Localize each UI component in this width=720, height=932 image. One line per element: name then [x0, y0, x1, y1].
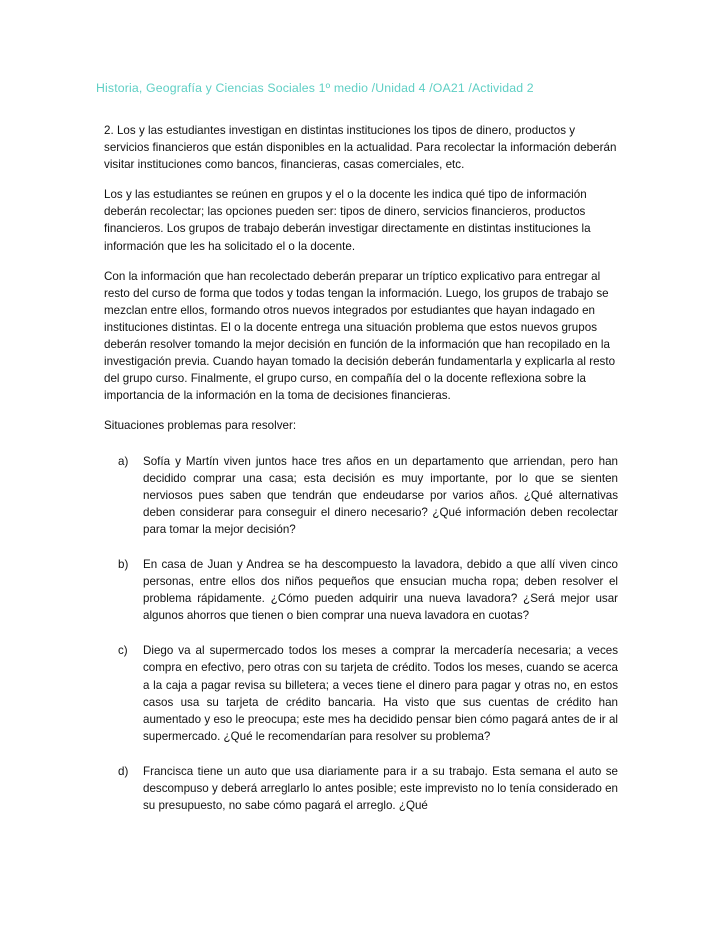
paragraph-group-work: Los y las estudiantes se reúnen en grupos y el o la docente les indica qué tipo de información deberán recolectar; las opciones pueden ser: tipos de dinero, servicios financieros, productos financieros. Los grupos de trabajo deberán investigar directamente en distintas instituciones la información que les ha solicitado el o la docente. — [104, 188, 591, 253]
list-item-text: Francisca tiene un auto que usa diariamente para ir a su trabajo. Esta semana el auto se descompuso y deberá arreglarlo lo antes posible; este imprevisto no lo tenía considerado en su presupuesto, no sabe cómo pagará el arreglo. ¿Qué — [143, 764, 618, 813]
list-item — [104, 556, 618, 624]
list-item — [104, 763, 618, 814]
problem-situations-list — [104, 453, 618, 815]
document-breadcrumb-header: Historia, Geografía y Ciencias Sociales 1º medio /Unidad 4 /OA21 /Actividad 2 — [96, 81, 534, 95]
list-item — [104, 453, 618, 538]
paragraph-activity-intro: 2. Los y las estudiantes investigan en distintas instituciones los tipos de dinero, productos y servicios financieros que están disponibles en la actualidad. Para recolectar la información deberán visitar instituciones como bancos, financieras, casas comerciales, etc. — [104, 124, 617, 172]
problems-lead-in: Situaciones problemas para resolver: — [104, 419, 297, 433]
list-item-text: En casa de Juan y Andrea se ha descompuesto la lavadora, debido a que allí viven cinco personas, entre ellos dos niños pequeños que ensucian mucha ropa; deben resolver el problema rápidamente. ¿Cómo pueden adquirir una nueva lavadora? ¿Será mejor usar algunos ahorros que tienen o bien comprar una nueva lavadora en cuotas? — [143, 557, 618, 623]
list-item-marker: b) — [118, 557, 129, 571]
list-item-marker: c) — [118, 644, 128, 658]
list-item-marker: d) — [118, 764, 129, 778]
document-body — [104, 122, 618, 814]
list-item-text: Diego va al supermercado todos los meses a comprar la mercadería necesaria; a veces compra en efectivo, pero otras con su tarjeta de crédito. Todos los meses, cuando se acerca a la caja a pagar revisa su billetera; a veces tiene el dinero para pagar y otras no, en estos casos usa su tarjeta de crédito bancaria. Ha visto que sus cuentas de crédito han aumentado y eso le preocupa; este mes ha decidido pensar bien cómo pagará antes de ir al supermercado. ¿Qué le recomendarían para resolver su problema? — [143, 644, 618, 743]
paragraph-triptico-reflection: Con la información que han recolectado deberán preparar un tríptico explicativo para entregar al resto del curso de forma que todos y todas tengan la información. Luego, los grupos de trabajo se mezclan entre ellos, formando otros nuevos integrados por estudiantes que hayan indagado en instituciones distintas. El o la docente entrega una situación problema que estos nuevos grupos deberán resolver tomando la mejor decisión en función de la información que han recopilado en la investigación previa. Cuando hayan tomado la decisión deberán fundamentarla y explicarla al resto del grupo curso. Finalmente, el grupo curso, en compañía del o la docente reflexiona sobre la importancia de la información en la toma de decisiones financieras. — [104, 269, 616, 403]
list-item-marker: a) — [118, 454, 129, 468]
list-item-text: Sofía y Martín viven juntos hace tres años en un departamento que arriendan, pero han decidido comprar una casa; esta decisión es muy importante, por lo que se sienten nerviosos pues saben que tendrán que endeudarse por varios años. ¿Qué alternativas deben considerar para conseguir el dinero necesario? ¿Qué información deben recolectar para tomar la mejor decisión? — [143, 454, 618, 536]
list-item — [104, 642, 618, 745]
